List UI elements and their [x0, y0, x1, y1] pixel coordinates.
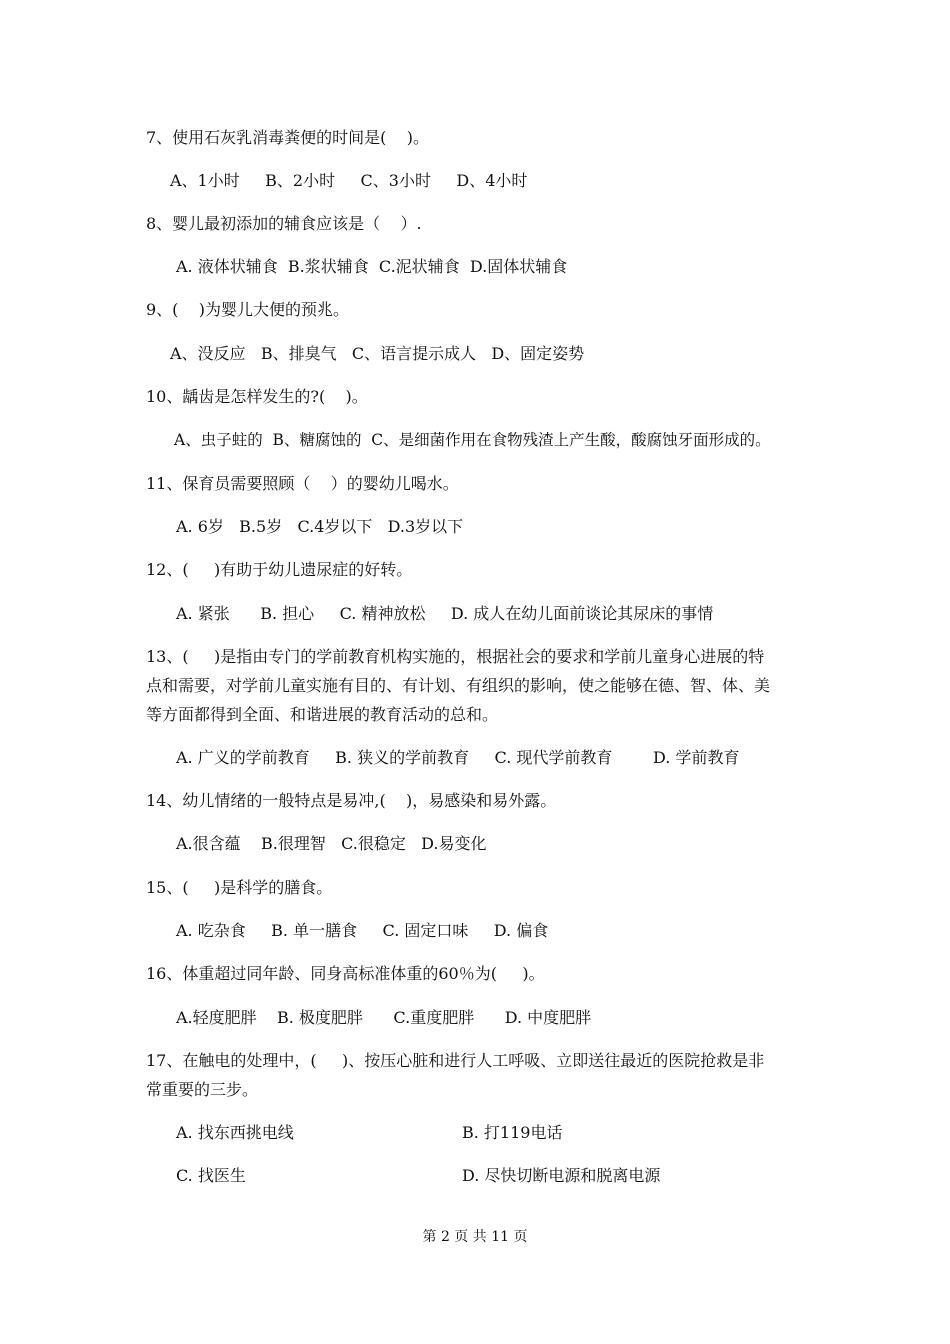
- question-15-stem: 15、( )是科学的膳食。: [146, 878, 333, 897]
- question-17-option-d: D. 尽快切断电源和脱离电源: [462, 1166, 661, 1185]
- question-16-stem: 16、体重超过同年龄、同身高标准体重的60％为( )。: [146, 964, 545, 983]
- page-footer: 第 2 页 共 11 页: [422, 1229, 528, 1245]
- question-13-stem-line-2: 点和需要，对学前儿童实施有目的、有计划、有组织的影响，使之能够在德、智、体、美: [146, 676, 771, 695]
- question-10-options: A、虫子蛀的 B、糖腐蚀的 C、是细菌作用在食物残渣上产生酸，酸腐蚀牙面形成的。: [174, 431, 771, 449]
- question-16-options: A.轻度肥胖 B. 极度肥胖 C.重度肥胖 D. 中度肥胖: [176, 1008, 592, 1027]
- question-11-stem: 11、保育员需要照顾（ ）的婴幼儿喝水。: [146, 474, 459, 493]
- question-17-option-b: B. 打119电话: [462, 1123, 563, 1142]
- question-13-stem-line-3: 等方面都得到全面、和谐进展的教育活动的总和。: [146, 705, 499, 724]
- question-17-option-c: C. 找医生: [176, 1166, 246, 1185]
- question-9-options: A、没反应 B、排臭气 C、语言提示成人 D、固定姿势: [170, 344, 585, 363]
- question-7-options: A、1小时 B、2小时 C、3小时 D、4小时: [170, 171, 528, 190]
- question-8-stem: 8、婴儿最初添加的辅食应该是（ ）.: [146, 214, 422, 233]
- question-12-stem: 12、( )有助于幼儿遗尿症的好转。: [146, 560, 413, 579]
- question-11-options: A. 6岁 B.5岁 C.4岁以下 D.3岁以下: [176, 517, 464, 536]
- question-10-stem: 10、龋齿是怎样发生的?( )。: [146, 387, 368, 406]
- question-7-stem: 7、使用石灰乳消毒粪便的时间是( )。: [146, 128, 430, 147]
- question-8-options: A. 液体状辅食 B.浆状辅食 C.泥状辅食 D.固体状辅食: [176, 257, 568, 276]
- question-14-stem: 14、幼儿情绪的一般特点是易冲,( )，易感染和易外露。: [146, 791, 557, 810]
- question-14-options: A.很含蕴 B.很理智 C.很稳定 D.易变化: [176, 834, 487, 853]
- question-17-option-a: A. 找东西挑电线: [176, 1123, 294, 1142]
- question-9-stem: 9、( )为婴儿大便的预兆。: [146, 300, 350, 319]
- question-13-stem-line-1: 13、( )是指由专门的学前教育机构实施的，根据社会的要求和学前儿童身心进展的特: [146, 647, 765, 666]
- question-17-stem-line-1: 17、在触电的处理中，( )、按压心脏和进行人工呼吸、立即送往最近的医院抢救是非: [146, 1051, 765, 1070]
- question-13-options: A. 广义的学前教育 B. 狭义的学前教育 C. 现代学前教育 D. 学前教育: [176, 748, 740, 767]
- question-17-stem-line-2: 常重要的三步。: [146, 1080, 259, 1099]
- question-12-options: A. 紧张 B. 担心 C. 精神放松 D. 成人在幼儿面前谈论其尿床的事情: [176, 604, 714, 623]
- question-15-options: A. 吃杂食 B. 单一膳食 C. 固定口味 D. 偏食: [176, 921, 549, 940]
